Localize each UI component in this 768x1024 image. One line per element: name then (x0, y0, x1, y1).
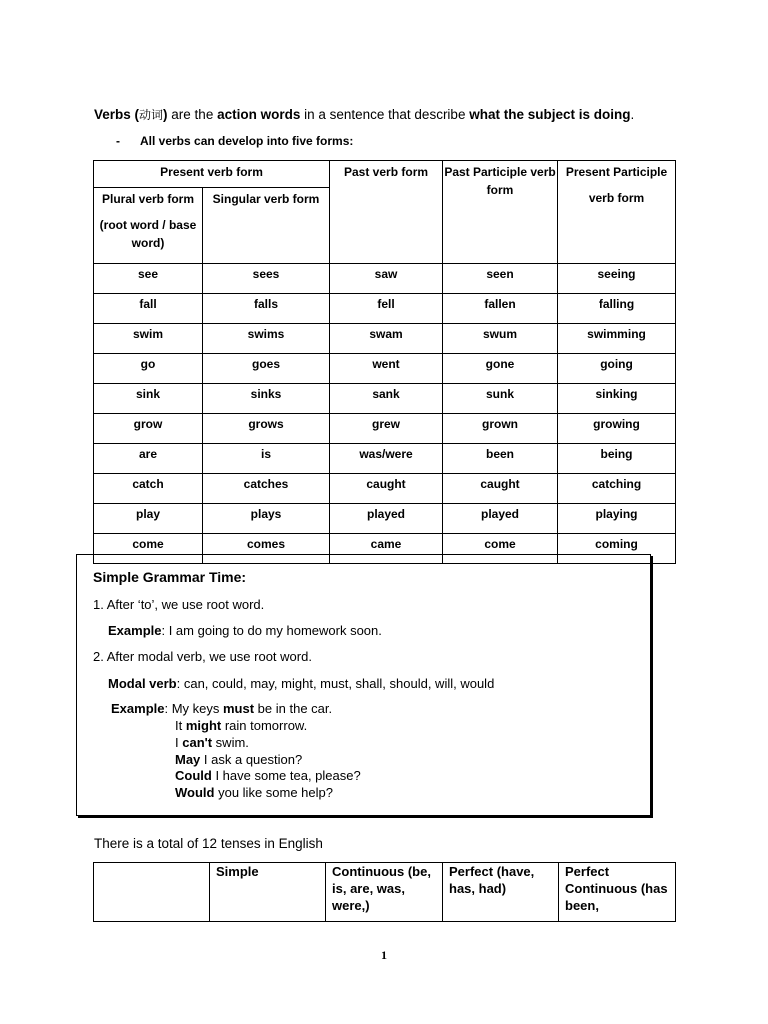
tense-header-cell: Continuous (be, is, are, was, were,) (326, 863, 443, 922)
tense-header-cell: Perfect Continuous (has been, (559, 863, 676, 922)
intro-text-1: are the (167, 107, 218, 122)
header-plural-label: Plural verb form (101, 192, 195, 206)
cell-plural: are (94, 444, 203, 474)
example-1-text: : I am going to do my homework soon. (161, 623, 382, 638)
header-singular: Singular verb form (203, 188, 330, 264)
page-number: 1 (381, 948, 387, 962)
cell-past: came (330, 534, 443, 564)
example-line-5 (175, 767, 361, 784)
cell-present-participle: seeing (558, 264, 676, 294)
cell-past-participle: played (443, 504, 558, 534)
modal-verb-line (108, 675, 494, 692)
example-line-3-a: I (175, 735, 183, 750)
cell-singular: falls (203, 294, 330, 324)
example-line-5-b: Could (175, 768, 212, 783)
header-present: Present verb form (94, 161, 330, 188)
cell-present-participle: falling (558, 294, 676, 324)
rule-2: 2. After modal verb, we use root word. (93, 649, 312, 664)
modal-list: : can, could, may, might, must, shall, should, will, would (176, 676, 495, 691)
action-words: action words (217, 107, 301, 122)
grammar-box (76, 554, 651, 816)
grammar-title: Simple Grammar Time: (93, 569, 247, 585)
example-1 (108, 622, 382, 639)
cell-singular: sees (203, 264, 330, 294)
cell-present-participle: swimming (558, 324, 676, 354)
cell-plural: play (94, 504, 203, 534)
cell-past: swam (330, 324, 443, 354)
cell-past-participle: been (443, 444, 558, 474)
example-line-6-b: Would (175, 785, 215, 800)
cell-singular: is (203, 444, 330, 474)
bullet-point (116, 134, 353, 148)
cell-past-participle: sunk (443, 384, 558, 414)
cell-present-participle: growing (558, 414, 676, 444)
chinese-term: 动词 (139, 108, 164, 122)
tenses-header-row (94, 863, 676, 922)
example-line-2-a: It (175, 718, 186, 733)
example-line-4-c: I ask a question? (200, 752, 303, 767)
cell-present-participle: being (558, 444, 676, 474)
cell-plural: catch (94, 474, 203, 504)
table-row (94, 264, 676, 294)
cell-present-participle: coming (558, 534, 676, 564)
example-line-5-c: I have some tea, please? (211, 768, 361, 783)
cell-plural: fall (94, 294, 203, 324)
example-line-3-b: can't (182, 735, 213, 750)
what-subject-doing: what the subject is doing (469, 107, 631, 122)
cell-past: saw (330, 264, 443, 294)
tenses-table (93, 862, 676, 922)
example-line-3-c: swim. (212, 735, 249, 750)
cell-singular: grows (203, 414, 330, 444)
tenses-intro: There is a total of 12 tenses in English (94, 836, 323, 851)
example-line-4-b: May (175, 752, 201, 767)
header-present-participle (558, 161, 676, 264)
cell-past: grew (330, 414, 443, 444)
example-2-a: : My keys (164, 701, 223, 716)
cell-singular: plays (203, 504, 330, 534)
table-row (94, 504, 676, 534)
cell-plural: see (94, 264, 203, 294)
example-line-4 (175, 751, 302, 768)
bullet-dash: - (116, 134, 120, 148)
header-present-participle-2: verb form (588, 191, 645, 205)
cell-past-participle: fallen (443, 294, 558, 324)
table-row (94, 294, 676, 324)
example-line-3 (175, 734, 249, 751)
table-row (94, 414, 676, 444)
tense-header-cell: Simple (210, 863, 326, 922)
cell-present-participle: catching (558, 474, 676, 504)
cell-present-participle: sinking (558, 384, 676, 414)
cell-past: went (330, 354, 443, 384)
verb-forms-table (93, 160, 676, 564)
intro-text-2: in a sentence that describe (300, 107, 470, 122)
table-row (94, 444, 676, 474)
tense-header-cell (94, 863, 210, 922)
example-2-b: must (223, 701, 255, 716)
example-line-6-c: you like some help? (214, 785, 333, 800)
cell-plural: sink (94, 384, 203, 414)
cell-past-participle: caught (443, 474, 558, 504)
header-past: Past verb form (330, 161, 443, 264)
cell-past: caught (330, 474, 443, 504)
verbs-term: Verbs ( (94, 107, 140, 122)
modal-label: Modal verb (108, 676, 177, 691)
cell-past: sank (330, 384, 443, 414)
table-row (94, 324, 676, 354)
cell-past-participle: seen (443, 264, 558, 294)
cell-singular: comes (203, 534, 330, 564)
example-2-label: Example (111, 701, 165, 716)
example-line-2-b: might (185, 718, 222, 733)
cell-singular: swims (203, 324, 330, 354)
table-row (94, 474, 676, 504)
cell-plural: go (94, 354, 203, 384)
cell-plural: swim (94, 324, 203, 354)
example-line-2-c: rain tomorrow. (221, 718, 308, 733)
cell-plural: come (94, 534, 203, 564)
cell-past-participle: gone (443, 354, 558, 384)
cell-past: was/were (330, 444, 443, 474)
example-2 (111, 700, 332, 717)
cell-singular: catches (203, 474, 330, 504)
example-2-c: be in the car. (254, 701, 333, 716)
cell-past: played (330, 504, 443, 534)
intro-end: . (630, 107, 635, 122)
rule-1: 1. After ‘to’, we use root word. (93, 597, 265, 612)
verbs-term-close: ) (163, 107, 168, 122)
cell-singular: goes (203, 354, 330, 384)
bullet-text: All verbs can develop into five forms: (140, 134, 354, 148)
intro-sentence (94, 106, 734, 124)
table-row (94, 384, 676, 414)
cell-past-participle: come (443, 534, 558, 564)
example-1-label: Example (108, 623, 162, 638)
header-past-participle: Past Participle verb form (443, 161, 558, 264)
header-plural-note: (root word / base word) (99, 218, 197, 250)
cell-past-participle: swum (443, 324, 558, 354)
verb-rows (94, 264, 676, 564)
cell-past: fell (330, 294, 443, 324)
cell-singular: sinks (203, 384, 330, 414)
table-row (94, 354, 676, 384)
example-line-2 (175, 717, 307, 734)
cell-past-participle: grown (443, 414, 558, 444)
cell-plural: grow (94, 414, 203, 444)
header-plural (94, 188, 203, 264)
tense-header-cell: Perfect (have, has, had) (443, 863, 559, 922)
example-line-6 (175, 784, 333, 801)
header-row-1 (94, 161, 676, 188)
cell-present-participle: playing (558, 504, 676, 534)
header-present-participle-1: Present Participle (565, 165, 668, 179)
cell-present-participle: going (558, 354, 676, 384)
